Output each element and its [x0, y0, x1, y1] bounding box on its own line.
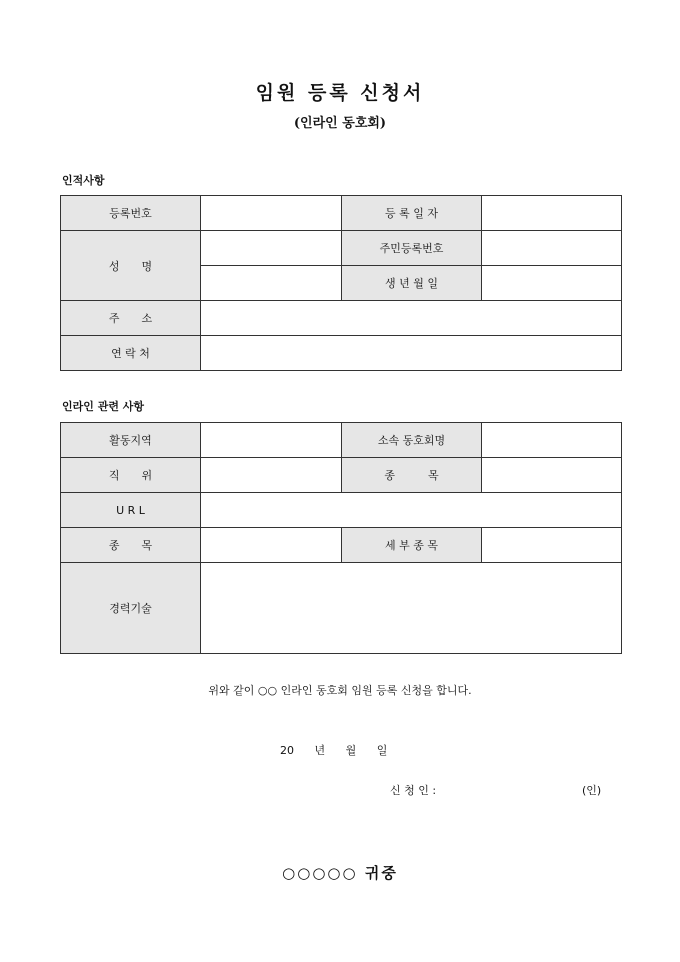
personal-info-table	[60, 195, 622, 371]
field-birth-date[interactable]	[482, 266, 622, 301]
label-reg-no: 등록번호	[61, 196, 201, 231]
recipient-line: ○○○○○ 귀중	[282, 864, 398, 882]
application-notice: 위와 같이 ○○ 인라인 동호회 임원 등록 신청을 합니다.	[208, 684, 472, 697]
field-event2[interactable]	[201, 528, 342, 563]
field-address[interactable]	[201, 301, 622, 336]
field-name-2[interactable]	[201, 266, 342, 301]
field-club[interactable]	[482, 423, 622, 458]
field-region[interactable]	[201, 423, 342, 458]
inline-info-table	[60, 422, 622, 654]
field-reg-date[interactable]	[482, 196, 622, 231]
label-career: 경력기술	[61, 563, 201, 654]
field-url[interactable]	[201, 493, 622, 528]
seal-mark: (인)	[582, 784, 602, 797]
label-birth-date: 생 년 월 일	[342, 266, 482, 301]
field-event[interactable]	[482, 458, 622, 493]
date-line: 20 년 월 일	[280, 744, 388, 757]
label-url: U R L	[61, 493, 201, 528]
label-name: 성 명	[61, 231, 201, 301]
label-address: 주 소	[61, 301, 201, 336]
section-heading-inline: 인라인 관련 사항	[62, 400, 145, 413]
field-reg-no[interactable]	[201, 196, 342, 231]
field-career[interactable]	[201, 563, 622, 654]
field-sub-event[interactable]	[482, 528, 622, 563]
label-sub-event: 세 부 종 목	[342, 528, 482, 563]
field-position[interactable]	[201, 458, 342, 493]
field-name-1[interactable]	[201, 231, 342, 266]
label-region: 활동지역	[61, 423, 201, 458]
field-resident-no[interactable]	[482, 231, 622, 266]
label-club: 소속 동호회명	[342, 423, 482, 458]
document-subtitle: (인라인 동호회)	[293, 116, 387, 131]
document-title: 임원 등록 신청서	[255, 82, 425, 104]
label-contact: 연 락 처	[61, 336, 201, 371]
section-heading-personal: 인적사항	[62, 174, 105, 187]
label-event2: 종 목	[61, 528, 201, 563]
label-reg-date: 등 록 일 자	[342, 196, 482, 231]
label-event: 종 목	[342, 458, 482, 493]
applicant-label: 신 청 인 :	[390, 784, 437, 797]
label-resident-no: 주민등록번호	[342, 231, 482, 266]
label-position: 직 위	[61, 458, 201, 493]
field-contact[interactable]	[201, 336, 622, 371]
